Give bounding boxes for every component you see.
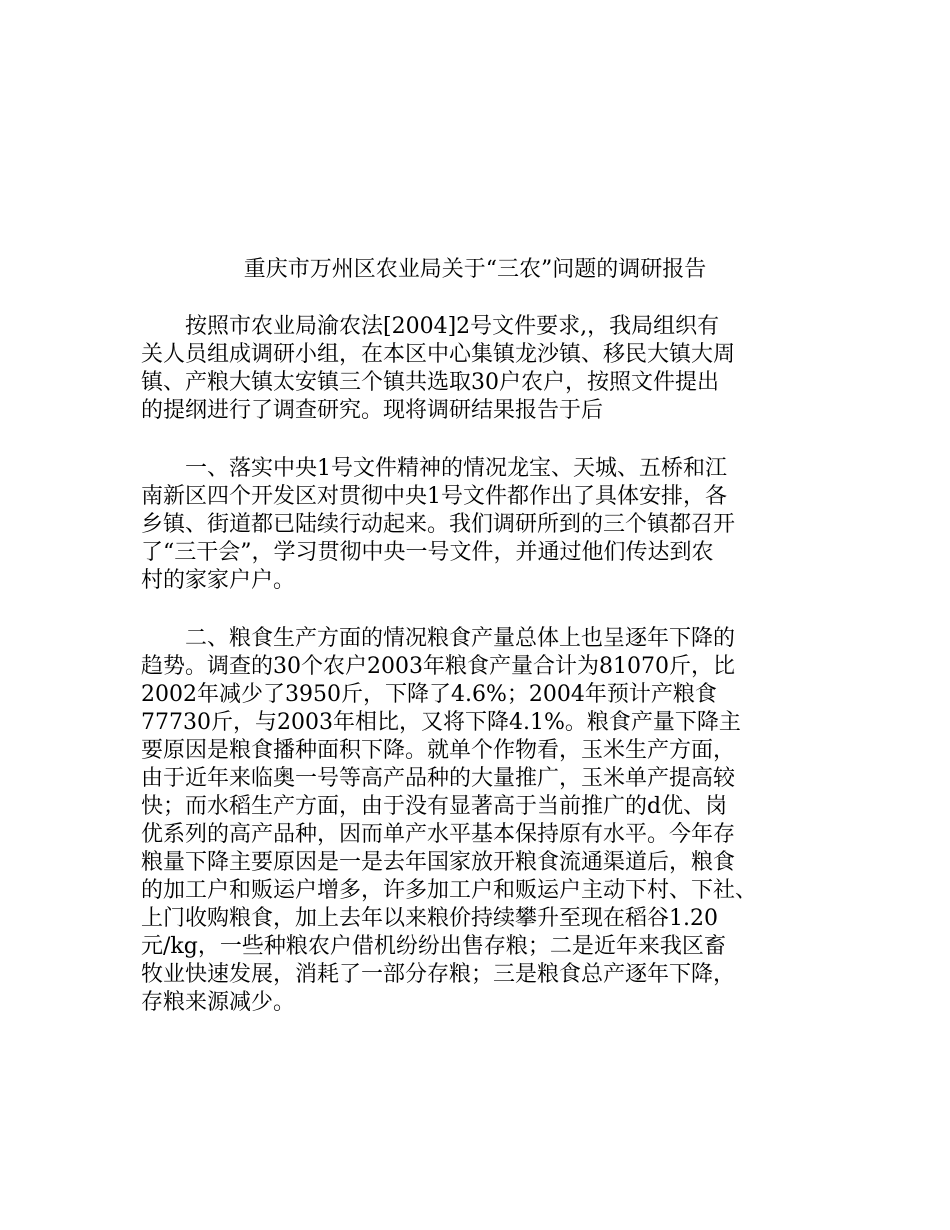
- text-line: 元/kg，一些种粮农户借机纷纷出售存粮；二是近年来我区畜: [141, 934, 726, 959]
- text-line: 的提纲进行了调查研究。现将调研结果报告于后: [141, 398, 604, 423]
- paragraph-intro: [141, 313, 821, 425]
- text-line: 上门收购粮食，加上去年以来粮价持续攀升至现在稻谷1.20: [141, 906, 718, 931]
- text-line: 要原因是粮食播种面积下降。就单个作物看，玉米生产方面，: [141, 738, 736, 763]
- text-line: 77730斤，与2003年相比，又将下降4.1%。粮食产量下降主: [141, 710, 741, 735]
- text-line: 存粮来源减少。: [141, 990, 296, 1015]
- text-line: 二、粮食生产方面的情况粮食产量总体上也呈逐年下降的: [141, 626, 736, 651]
- text-line: 牧业快速发展，消耗了一部分存粮；三是粮食总产逐年下降，: [141, 962, 736, 987]
- text-line: 了“三干会”，学习贯彻中央一号文件，并通过他们传达到农: [141, 540, 714, 565]
- text-line: 的加工户和贩运户增多，许多加工户和贩运户主动下村、下社、: [141, 878, 758, 903]
- text-line: 按照市农业局渝农法[2004]2号文件要求,，我局组织有: [141, 314, 720, 339]
- text-line: 一、落实中央1号文件精神的情况龙宝、天城、五桥和江: [141, 456, 727, 481]
- paragraph-section-two: [141, 625, 821, 1017]
- text-line: 镇、产粮大镇太安镇三个镇共选取30户农户，按照文件提出: [141, 370, 719, 395]
- text-line: 南新区四个开发区对贯彻中央1号文件都作出了具体安排，各: [141, 484, 727, 509]
- text-line: 2002年减少了3950斤，下降了4.6%；2004年预计产粮食: [141, 682, 717, 707]
- paragraph-section-one: [141, 455, 821, 595]
- text-line: 快；而水稻生产方面，由于没有显著高于当前推广的d优、岗: [141, 794, 728, 819]
- text-line: 优系列的高产品种，因而单产水平基本保持原有水平。今年存: [141, 822, 736, 847]
- text-line: 关人员组成调研小组，在本区中心集镇龙沙镇、移民大镇大周: [141, 342, 736, 367]
- text-line: 乡镇、街道都已陆续行动起来。我们调研所到的三个镇都召开: [141, 512, 736, 537]
- text-line: 由于近年来临奥一号等高产品种的大量推广，玉米单产提高较: [141, 766, 736, 791]
- text-line: 粮量下降主要原因是一是去年国家放开粮食流通渠道后，粮食: [141, 850, 736, 875]
- document-title: 重庆市万州区农业局关于“三农”问题的调研报告: [243, 257, 707, 282]
- text-line: 村的家家户户。: [141, 568, 296, 593]
- text-line: 趋势。调查的30个农户2003年粮食产量合计为81070斤，比: [141, 654, 735, 679]
